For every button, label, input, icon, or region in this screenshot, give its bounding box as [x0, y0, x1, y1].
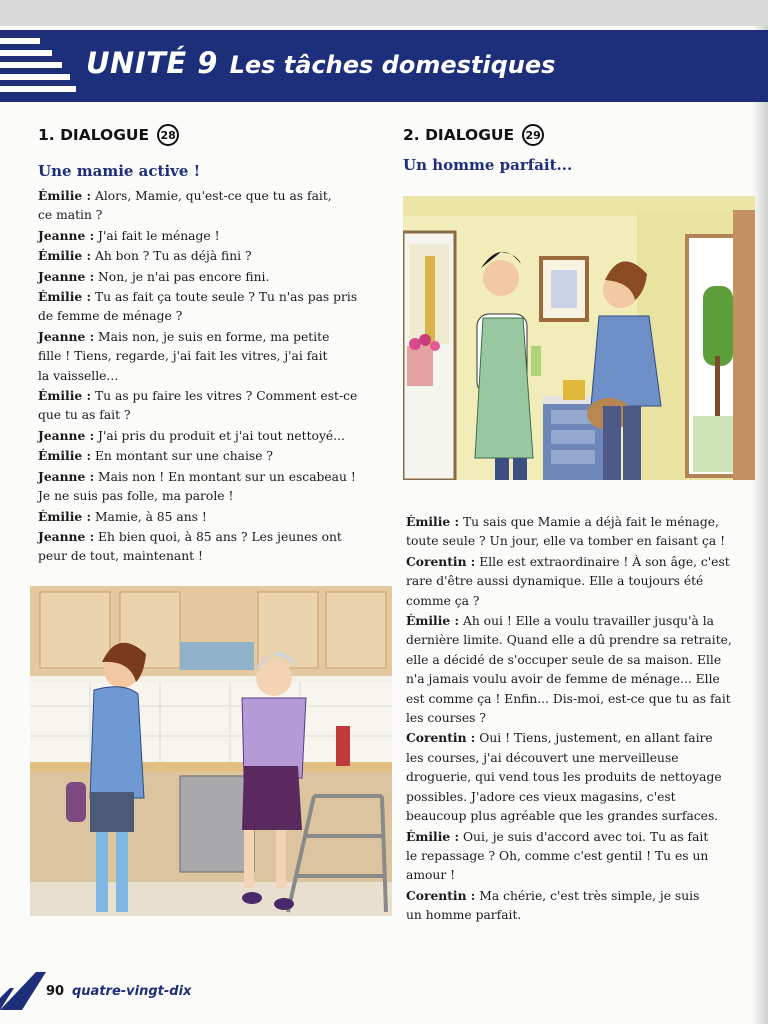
line-text: toute seule ? Un jour, elle va tomber en faisant ça ! [406, 534, 726, 549]
dialogue-line [38, 527, 378, 547]
speaker-name: Corentin : [406, 887, 476, 903]
dialogue-line [406, 709, 751, 728]
line-text: rare d'être aussi dynamique. Elle a toujours été [406, 574, 704, 589]
line-text: que tu as fait ? [38, 408, 131, 423]
dialogue-line [406, 690, 751, 709]
line-text: Eh bien quoi, à 85 ans ? Les jeunes ont [94, 529, 342, 544]
dialogue-line [406, 866, 751, 885]
line-text: droguerie, qui vend tous les produits de nettoyage [406, 770, 722, 785]
dialogue-line [38, 307, 378, 326]
dialogue-line [38, 406, 378, 425]
line-text: elle a décidé de s'occuper seule de sa maison. Elle [406, 652, 722, 667]
page-gutter-shadow [752, 26, 768, 1024]
dialogue-2-text [406, 512, 751, 926]
dialogue-line [406, 572, 751, 591]
speaker-name: Jeanne : [38, 468, 95, 484]
line-text: Mais non ! En montant sur un escabeau ! [94, 469, 356, 484]
line-text: En montant sur une chaise ? [91, 449, 273, 464]
dialogue-line [406, 827, 751, 847]
dialogue-line [38, 386, 378, 406]
line-text: peur de tout, maintenant ! [38, 549, 203, 564]
dialogue-line [406, 886, 751, 906]
footer-stripe-decoration [0, 970, 50, 1010]
page-number-words: quatre-vingt-dix [72, 984, 192, 999]
line-text: fille ! Tiens, regarde, j'ai fait les vitres, j'ai fait [38, 349, 328, 364]
audio-track-badge: 29 [522, 124, 544, 146]
dialogue-line [406, 611, 751, 631]
line-text: Oui, je suis d'accord avec toi. Tu as fait [459, 829, 709, 844]
speaker-name: Émilie : [406, 514, 460, 529]
line-text: Ma chérie, c'est très simple, je suis [475, 888, 700, 903]
unit-number: UNITÉ 9 [86, 46, 218, 80]
audio-track-badge: 28 [157, 124, 179, 146]
line-text: de femme de ménage ? [38, 309, 183, 324]
dialogue-line [406, 670, 751, 689]
dialogue-line [38, 367, 378, 386]
dialogue-2-heading [403, 124, 544, 146]
line-text: ce matin ? [38, 208, 103, 223]
line-text: Oui ! Tiens, justement, en allant faire [475, 731, 713, 746]
dialogue-2-heading-text: 2. DIALOGUE [403, 126, 515, 144]
dialogue-line [406, 728, 751, 748]
unit-title [86, 46, 555, 80]
speaker-name: Jeanne : [38, 227, 95, 243]
dialogue-line [406, 807, 751, 826]
line-text: J'ai pris du produit et j'ai tout nettoyé... [94, 428, 345, 443]
line-text: dernière limite. Quand elle a dû prendre sa retraite, [406, 633, 732, 648]
line-text: Elle est extraordinaire ! À son âge, c'est [475, 554, 730, 569]
dialogue-1-text [38, 186, 378, 567]
dialogue-1-heading-text: 1. DIALOGUE [38, 126, 150, 144]
dialogue-line [38, 467, 378, 487]
dialogue-line [38, 206, 378, 225]
line-text: Mais non, je suis en forme, ma petite [94, 329, 330, 344]
speaker-name: Jeanne : [38, 268, 95, 284]
dialogue-1-heading [38, 124, 179, 146]
speaker-name: Émilie : [38, 448, 92, 464]
speaker-name: Jeanne : [38, 328, 95, 344]
dialogue-line [406, 552, 751, 572]
speaker-name: Corentin : [406, 553, 476, 569]
line-text: Tu as fait ça toute seule ? Tu n'as pas pris [91, 290, 358, 305]
line-text: Ah bon ? Tu as déjà fini ? [91, 249, 252, 264]
line-text: possibles. J'adore ces vieux magasins, c'est [406, 789, 676, 804]
dialogue-line [38, 507, 378, 527]
illustration-kitchen [30, 586, 392, 916]
line-text: Tu as pu faire les vitres ? Comment est-ce [91, 389, 358, 404]
dialogue-line [38, 327, 378, 347]
line-text: les courses, j'ai découvert une merveilleuse [406, 750, 679, 765]
illustration-living-room [403, 196, 755, 480]
dialogue-line [38, 226, 378, 246]
dialogue-line [38, 547, 378, 566]
line-text: les courses ? [406, 711, 486, 726]
page-number: 90 [46, 984, 65, 999]
speaker-name: Émilie : [38, 388, 92, 404]
dialogue-line [406, 749, 751, 768]
line-text: Ah oui ! Elle a voulu travailler jusqu'à la [459, 614, 714, 629]
dialogue-line [406, 512, 751, 532]
speaker-name: Émilie : [406, 828, 460, 844]
dialogue-line [406, 592, 751, 611]
dialogue-line [406, 847, 751, 866]
dialogue-line [38, 287, 378, 307]
line-text: n'a jamais voulu avoir de femme de ménage... Elle [406, 672, 720, 687]
speaker-name: Émilie : [38, 188, 92, 203]
line-text: comme ça ? [406, 593, 480, 608]
speaker-name: Jeanne : [38, 528, 95, 544]
dialogue-line [38, 347, 378, 366]
line-text: Tu sais que Mamie a déjà fait le ménage, [459, 515, 719, 529]
line-text: Non, je n'ai pas encore fini. [94, 269, 270, 284]
dialogue-line [406, 631, 751, 650]
speaker-name: Corentin : [406, 730, 476, 746]
line-text: Mamie, à 85 ans ! [91, 509, 207, 524]
dialogue-line [38, 487, 378, 506]
dialogue-line [406, 768, 751, 787]
dialogue-line [406, 906, 751, 925]
speaker-name: Émilie : [38, 289, 92, 305]
dialogue-line [38, 186, 378, 206]
line-text: est comme ça ! Enfin... Dis-moi, est-ce que tu as fait [406, 691, 731, 706]
line-text: le repassage ? Oh, comme c'est gentil ! Tu es un [406, 848, 709, 863]
banner-stripes-decoration [0, 38, 78, 104]
dialogue-2-subtitle: Un homme parfait... [403, 156, 573, 174]
dialogue-line [406, 651, 751, 670]
speaker-name: Émilie : [406, 613, 460, 629]
line-text: beaucoup plus agréable que les grandes surfaces. [406, 809, 719, 824]
dialogue-line [38, 267, 378, 287]
speaker-name: Émilie : [38, 248, 92, 264]
line-text: Je ne suis pas folle, ma parole ! [38, 489, 234, 504]
speaker-name: Émilie : [38, 508, 92, 524]
dialogue-line [38, 426, 378, 446]
dialogue-line [406, 532, 751, 551]
dialogue-line [38, 246, 378, 266]
speaker-name: Jeanne : [38, 427, 95, 443]
dialogue-1-subtitle: Une mamie active ! [38, 162, 201, 180]
unit-subject: Les tâches domestiques [229, 51, 556, 79]
line-text: un homme parfait. [406, 908, 522, 923]
line-text: J'ai fait le ménage ! [94, 228, 220, 243]
line-text: amour ! [406, 868, 456, 883]
line-text: Alors, Mamie, qu'est-ce que tu as fait, [91, 189, 332, 203]
dialogue-line [406, 788, 751, 807]
dialogue-line [38, 446, 378, 466]
line-text: la vaisselle... [38, 368, 119, 383]
